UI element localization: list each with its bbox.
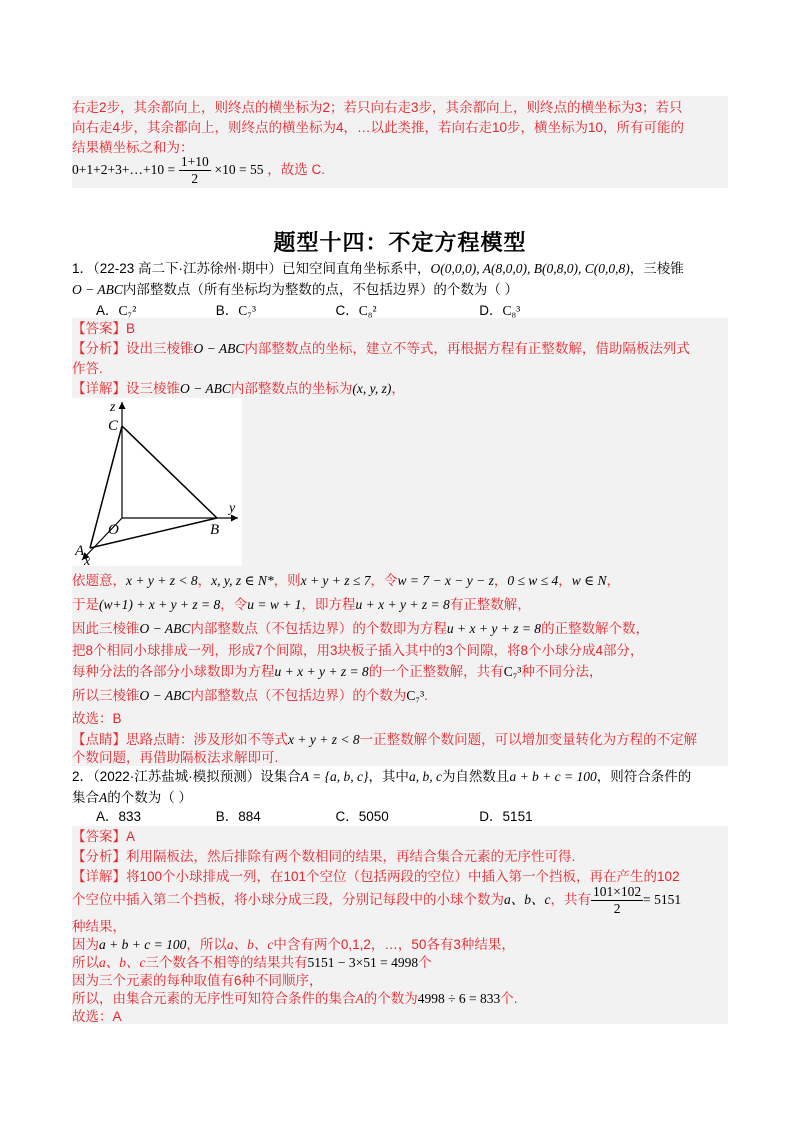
text: 的正整数解个数， (541, 621, 650, 636)
math-expr: O − ABC (193, 341, 245, 356)
text: ，则符合条件的 (596, 769, 692, 784)
q2-solution-block (72, 826, 728, 1024)
q1-answer (72, 320, 135, 338)
q1-step3 (72, 620, 649, 638)
text: ，令 (220, 597, 248, 612)
math-expr: a + b + c = 100 (99, 937, 187, 952)
text: 内部整数点的坐标，建立不等式，再根据方程有正整数解，借助隔板法列式 (244, 341, 690, 356)
top-solution-block (72, 96, 728, 188)
q1-solution-block (72, 318, 728, 766)
math-expr: O − ABC (139, 688, 191, 703)
note-tag: 【点睛】 (72, 732, 126, 747)
option-value: C₈³ (502, 303, 521, 318)
text: ， (391, 381, 405, 396)
detail-tag: 【详解】 (72, 381, 126, 396)
answer-tag: 【答案】 (72, 321, 126, 336)
label-z: z (110, 400, 116, 415)
math-expr: A (355, 991, 364, 1006)
text: 依题意， (72, 573, 126, 588)
text: 的个数为（ ） (107, 790, 193, 805)
q2-option-c (336, 808, 476, 826)
text: 三个数各不相等的结果共有 (145, 955, 308, 970)
fraction-denominator: 2 (613, 900, 621, 916)
math-expr: C₇³ (503, 664, 522, 679)
option-value: 884 (238, 809, 261, 824)
fraction-numerator: 1+10 (180, 153, 209, 169)
text: ，即方程 (301, 597, 356, 612)
math-expr: = 5151 (643, 892, 682, 907)
math-expr: 4998 ÷ 6 = 833 (417, 991, 501, 1006)
q1-detail (72, 380, 405, 398)
detail-tag: 【详解】 (72, 869, 126, 884)
math-expr: O − ABC (180, 381, 231, 396)
text: 于是 (72, 597, 99, 612)
text: ，所以 (186, 937, 227, 952)
text: 为自然数且 (441, 769, 510, 784)
text: . (424, 688, 428, 703)
formula-rhs: ×10 = 55 (214, 162, 264, 177)
text-line: 故选：A (72, 1009, 122, 1024)
q1-stem-line2 (72, 281, 518, 299)
q2-detail-line5 (72, 954, 432, 972)
math-expr: w ∈ N (571, 573, 607, 588)
option-label: B． (215, 303, 239, 318)
q1-step5 (72, 663, 602, 681)
q2-detail-line4 (72, 936, 515, 954)
option-value: C₇² (118, 303, 137, 318)
fraction-denominator: 2 (191, 170, 199, 186)
text: 内部整数点（不包括边界）的个数为 (190, 688, 407, 703)
q1-note (72, 731, 697, 749)
text: 设出三棱锥 (126, 341, 194, 356)
text: 因此三棱锥 (72, 621, 140, 636)
option-value: 833 (118, 809, 142, 824)
label-b: B (210, 522, 220, 538)
q2-option-b (216, 808, 332, 826)
math-expr: x, y, z ∈ N* (211, 573, 274, 588)
text: 每种分法的各部分小球数即为方程 (72, 664, 275, 679)
option-value: 5050 (358, 809, 389, 824)
q1-stem-text: 内部整数点（所有坐标均为整数的点，不包括边界）的个数为（ ） (122, 282, 519, 297)
math-expr: A (99, 790, 108, 805)
math-expr: 0 ≤ w ≤ 4 (507, 573, 559, 588)
math-expr: O − ABC (72, 282, 123, 297)
option-label: D． (479, 303, 503, 318)
text-line: 作答. (72, 361, 103, 376)
math-expr: C₇³ (406, 688, 425, 703)
text: 个空位中插入第二个挡板，将小球分成三段，分别记每段中的小球个数为 (72, 892, 504, 907)
text-line: 把8个相同小球排成一列，形成7个间隙，用3块板子插入其中的3个间隙，将8个小球分成4部分， (72, 643, 644, 658)
option-label: A． (96, 809, 119, 824)
q2-options (96, 808, 533, 826)
text: 内部整数点的坐标为 (230, 381, 353, 396)
formula-tail: ，故选 C. (267, 162, 325, 177)
label-c: C (108, 418, 119, 434)
option-label: B． (215, 809, 239, 824)
text: 中含有两个0,1,2，…，50各有3种结果， (273, 937, 515, 952)
label-o: O (108, 522, 119, 538)
math-expr: a、b、c (99, 955, 146, 970)
text: 一正整数解个数问题，可以增加变量转化为方程的不定解 (359, 732, 698, 747)
text: 将100个小球排成一列，在101个空位（包括两段的空位）中插入第一个挡板，再在产生的102 (126, 869, 680, 884)
math-expr: u + x + y + z = 8 (446, 621, 542, 636)
count-fraction (591, 884, 643, 917)
q2-detail-line7 (72, 990, 518, 1008)
text: 集合 (72, 790, 99, 805)
q1-stem-text: 1．（22-23 高二下·江苏徐州·期中）已知空间直角坐标系中， (72, 261, 431, 276)
text: 种不同分法， (521, 664, 603, 679)
text: 个. (500, 991, 518, 1006)
option-value: C₇³ (238, 303, 257, 318)
math-expr: O − ABC (139, 621, 191, 636)
text: 设三棱锥 (126, 381, 180, 396)
text-line: 个数问题，再借助隔板法求解即可. (72, 750, 279, 765)
analysis-tag: 【分析】 (72, 341, 126, 356)
text: 个 (418, 955, 432, 970)
text: 内部整数点（不包括边界）的个数即为方程 (190, 621, 447, 636)
text-line: 种结果， (72, 919, 126, 934)
math-expr: A = {a, b, c} (300, 769, 369, 784)
math-expr: (w+1) + x + y + z = 8 (99, 597, 221, 612)
sum-formula (72, 152, 325, 188)
fraction-numerator: 101×102 (593, 883, 642, 899)
math-expr: a、b、c (504, 892, 551, 907)
text-line: 因为三个元素的每种取值有6种不同顺序， (72, 973, 323, 988)
tetrahedron-figure (72, 398, 242, 566)
text-line: 故选：B (72, 711, 122, 726)
math-expr: x + y + z ≤ 7 (300, 573, 371, 588)
q2-answer (72, 828, 135, 846)
option-label: C． (335, 303, 359, 318)
section-title: 题型十四：不定方程模型 (273, 230, 527, 255)
q1-stem-tail: ，三棱锥 (629, 261, 684, 276)
q1-stem-line1 (72, 260, 684, 278)
text: 的个数为 (363, 991, 418, 1006)
text: ，令 (370, 573, 398, 588)
q1-coordinates: O(0,0,0), A(8,0,0), B(0,8,0), C(0,0,8) (430, 261, 630, 276)
q2-analysis (72, 848, 575, 866)
answer-tag: 【答案】 (72, 829, 126, 844)
answer-value: B (126, 321, 136, 336)
text: ，共有 (550, 892, 591, 907)
text: ，则 (273, 573, 301, 588)
math-expr: a + b + c = 100 (509, 769, 597, 784)
math-expr: 5151 − 3×51 = 4998 (307, 955, 419, 970)
q2-stem-line1 (72, 768, 691, 786)
q1-step1: 依题意，x + y + z < 8，x, y, z ∈ N*，则x + y + z ≤ 7，令w = 7 − x − y − z，0 ≤ w ≤ 4，w ∈ N， (72, 573, 620, 588)
text: 所以 (72, 955, 99, 970)
text-line: 向右走4步，其余都向上，则终点的横坐标为4，…以此类推，若向右走10步，横坐标为10，所有可能的 (72, 120, 685, 135)
math-expr: u + x + y + z = 8 (274, 664, 369, 679)
label-x: x (84, 554, 91, 566)
q2-option-a (96, 808, 212, 826)
q1-analysis (72, 340, 690, 358)
text: 所以，由集合元素的无序性可知符合条件的集合 (72, 991, 356, 1006)
option-value: C₈² (358, 303, 377, 318)
text: 所以三棱锥 (72, 688, 140, 703)
text: ，其中 (368, 769, 409, 784)
q2-stem-text: 2．（2022·江苏盐城·模拟预测）设集合 (72, 769, 301, 784)
analysis-tag: 【分析】 (72, 849, 126, 864)
text: 的一个正整数解，共有 (368, 664, 504, 679)
edge-cb (122, 426, 217, 518)
text-line: 结果横坐标之和为： (72, 140, 194, 155)
math-expr: x + y + z < 8 (288, 732, 360, 747)
math-expr: x + y + z < 8 (126, 573, 198, 588)
tetrahedron-diagram (72, 398, 242, 566)
q2-option-d (479, 808, 532, 826)
math-expr: a、b、c (226, 937, 274, 952)
answer-value: A (126, 829, 136, 844)
formula-fraction (179, 154, 211, 187)
formula-lhs: 0+1+2+3+…+10 = (72, 162, 176, 177)
label-a: A (75, 543, 85, 559)
text: 因为 (72, 937, 99, 952)
q2-detail-line2 (72, 882, 681, 918)
text: 利用隔板法，然后排除有两个数相同的结果，再结合集合元素的无序性可得. (126, 849, 576, 864)
label-y: y (229, 501, 236, 516)
text-line: 右走2步，其余都向上，则终点的横坐标为2；若只向右走3步，其余都向上，则终点的横坐标为3；若只 (72, 100, 683, 115)
text: 有正整数解， (449, 597, 531, 612)
q1-step6 (72, 687, 428, 705)
option-label: A． (96, 303, 119, 318)
option-label: D． (479, 809, 503, 824)
math-expr: u = w + 1 (247, 597, 302, 612)
text: 思路点睛：涉及形如不等式 (126, 732, 288, 747)
q1-step2 (72, 596, 531, 614)
math-expr: a, b, c (408, 769, 442, 784)
math-expr: (x, y, z) (352, 381, 392, 396)
q2-stem-line2 (72, 789, 192, 807)
option-label: C． (335, 809, 359, 824)
math-expr: u + x + y + z = 8 (355, 597, 450, 612)
option-value: 5151 (502, 809, 533, 824)
math-expr: w = 7 − x − y − z (397, 573, 494, 588)
